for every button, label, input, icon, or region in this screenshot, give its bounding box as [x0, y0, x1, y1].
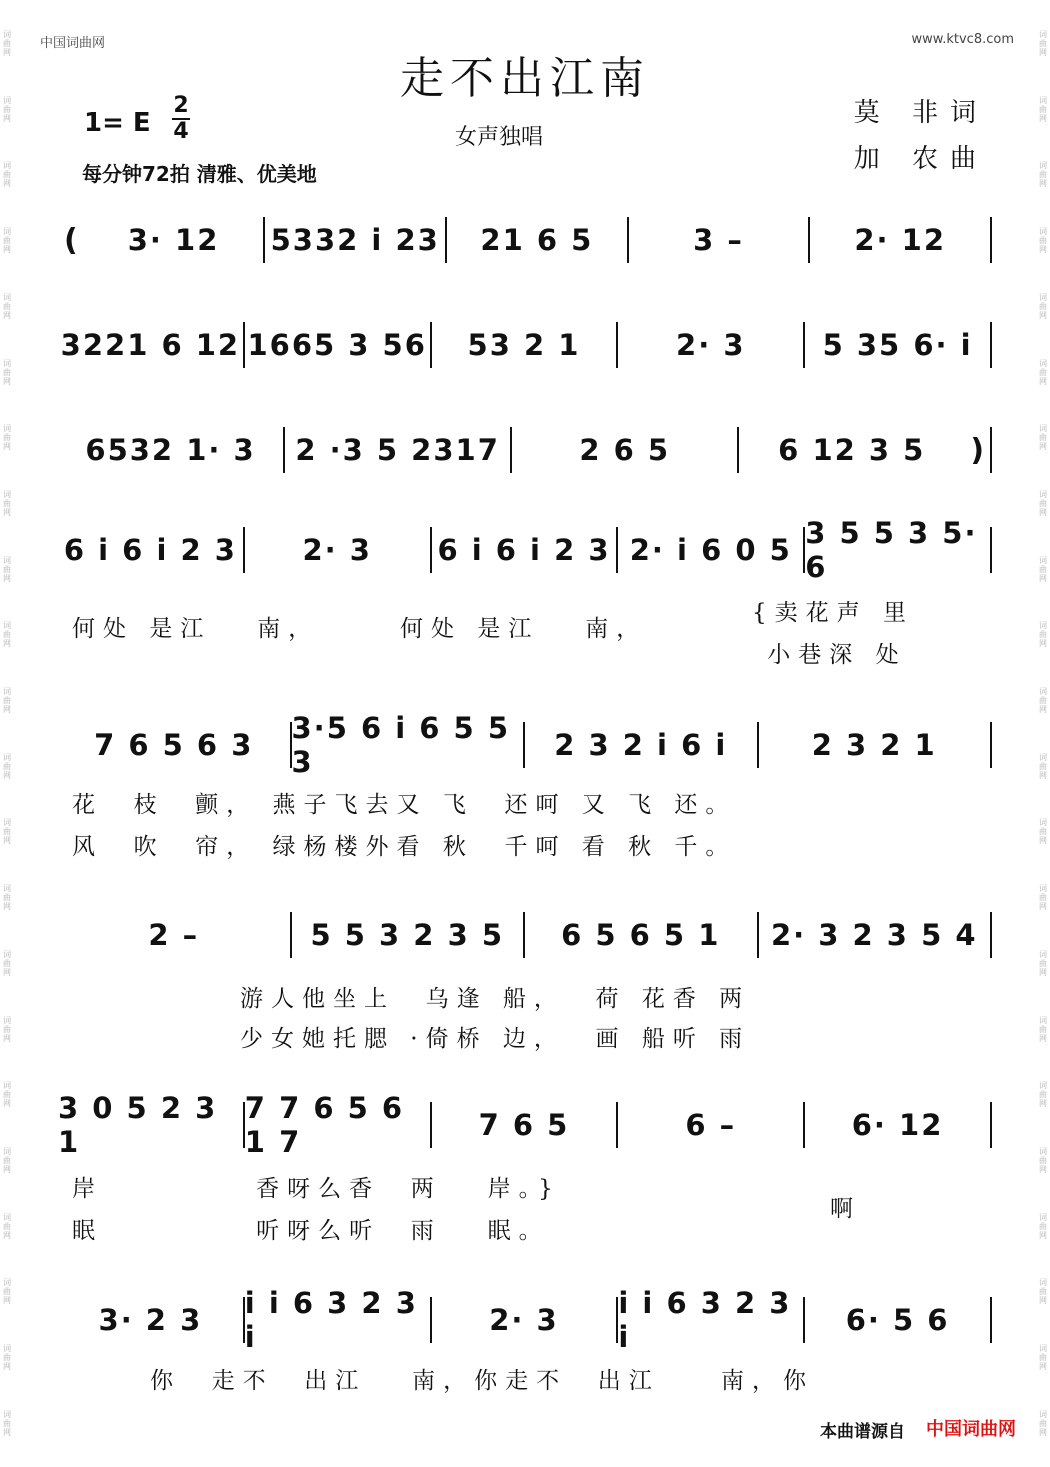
lyric-line: 风 吹 帘， 绿杨楼外看 秋 千呵 看 秋 千。 — [72, 834, 737, 860]
watermark-text: 词曲网 — [1039, 1081, 1047, 1109]
watermark-text: 词曲网 — [3, 1146, 11, 1174]
time-signature — [172, 94, 190, 144]
composer-credit: 加 农曲 — [853, 144, 988, 174]
watermark-text: 词曲网 — [1039, 1278, 1047, 1306]
measure: i i 6 3 2 3 i — [618, 1286, 792, 1354]
measure: 6 – — [685, 1108, 737, 1142]
watermark-text: 词曲网 — [3, 818, 11, 846]
measure: 2· 12 — [854, 223, 946, 257]
watermark-text: 词曲网 — [3, 424, 11, 452]
watermark-text: 词曲网 — [1039, 358, 1047, 386]
staff-line — [58, 1286, 992, 1354]
source-site-link[interactable]: 中国词曲网 — [926, 1419, 1016, 1440]
voice-type: 女声独唱 — [455, 125, 544, 150]
measure: 2· 3 — [489, 1303, 559, 1337]
barline — [990, 912, 992, 958]
left-border-watermark — [0, 0, 14, 1467]
watermark-text: 词曲网 — [3, 752, 11, 780]
barline — [990, 722, 992, 768]
measure: 6· 12 — [851, 1108, 944, 1142]
measure: 6· 5 6 — [845, 1303, 950, 1337]
right-border-watermark — [1036, 0, 1050, 1467]
measure: 2 ·3 5 2317 — [295, 433, 500, 467]
barline — [990, 527, 992, 573]
lyric-line: 眠 听呀么听 雨 眠。 — [72, 1218, 550, 1244]
lyric-line: 小巷深 处 — [752, 642, 907, 668]
measure: 2 – — [148, 918, 200, 952]
staff-line — [58, 711, 992, 779]
barline — [990, 322, 992, 368]
watermark-text: 词曲网 — [3, 884, 11, 912]
watermark-text: 词曲网 — [3, 555, 11, 583]
watermark-text: 词曲网 — [3, 161, 11, 189]
watermark-text: 词曲网 — [1039, 1212, 1047, 1240]
watermark-text: 词曲网 — [3, 95, 11, 123]
measure: 3· 12 — [127, 223, 220, 257]
measure: 2· 3 — [302, 533, 372, 567]
staff-line — [58, 910, 992, 960]
watermark-text: 词曲网 — [1039, 1015, 1047, 1043]
barline — [990, 217, 992, 263]
song-title: 走不出江南 — [400, 53, 650, 104]
watermark-text: 词曲网 — [3, 292, 11, 320]
measure: 6532 1· 3 — [85, 433, 256, 467]
measure: 7 6 5 — [478, 1108, 570, 1142]
barline — [990, 1102, 992, 1148]
watermark-text: 词曲网 — [1039, 818, 1047, 846]
time-signature-top: 2 — [173, 93, 189, 118]
site-name-left: 中国词曲网 — [40, 36, 106, 51]
watermark-text: 词曲网 — [1039, 424, 1047, 452]
measure: 2· 3 2 3 5 4 — [770, 918, 978, 952]
staff-line — [58, 320, 992, 370]
measure: 6 12 3 5 — [778, 433, 926, 467]
lyric-line: 岸 香呀么香 两 岸。} — [72, 1176, 561, 1202]
measure: 53 2 1 — [467, 328, 581, 362]
source-label: 本曲谱源自 — [820, 1422, 905, 1442]
watermark-text: 词曲网 — [3, 1409, 11, 1437]
watermark-text: 词曲网 — [1039, 1146, 1047, 1174]
key-signature: 1= E — [84, 108, 151, 138]
barline — [990, 1297, 992, 1343]
lyric-line: 少女她托腮 ·倚桥 边， 画 船听 雨 — [240, 1026, 751, 1052]
measure: 3· 2 3 — [98, 1303, 203, 1337]
watermark-text: 词曲网 — [1039, 884, 1047, 912]
time-signature-bottom: 4 — [173, 119, 189, 144]
watermark-text: 词曲网 — [1039, 161, 1047, 189]
watermark-text: 词曲网 — [1039, 752, 1047, 780]
lyric-line: 啊 — [830, 1196, 861, 1222]
watermark-text: 词曲网 — [3, 30, 11, 57]
watermark-text: 词曲网 — [1039, 227, 1047, 255]
watermark-text: 词曲网 — [1039, 1409, 1047, 1437]
measure: 21 6 5 — [480, 223, 594, 257]
lyric-line: 花 枝 颤， 燕子飞去又 飞 还呵 又 飞 还。 — [72, 792, 737, 818]
staff-line — [58, 1091, 992, 1159]
measure: 2· i 6 0 5 — [629, 533, 792, 567]
watermark-text: 词曲网 — [3, 1015, 11, 1043]
lyric-line: 你 走不 出江 南，你走不 出江 南，你 — [150, 1368, 815, 1394]
watermark-text: 词曲网 — [1039, 555, 1047, 583]
watermark-text: 词曲网 — [1039, 1344, 1047, 1372]
lyric-line: 何处 是江 南， — [400, 616, 648, 642]
watermark-text: 词曲网 — [1039, 949, 1047, 977]
lyric-line: {卖花声 里 — [752, 600, 914, 626]
watermark-text: 词曲网 — [3, 687, 11, 715]
watermark-text: 词曲网 — [1039, 621, 1047, 649]
measure: 2 3 2 1 — [811, 728, 937, 762]
watermark-text: 词曲网 — [3, 949, 11, 977]
measure: 3·5 6 i 6 5 5 3 — [291, 711, 511, 779]
watermark-text: 词曲网 — [3, 489, 11, 517]
measure: 3 – — [693, 223, 744, 257]
measure: 2· 3 — [676, 328, 746, 362]
repeat-paren-open: ( — [64, 222, 78, 258]
watermark-text: 词曲网 — [1039, 95, 1047, 123]
watermark-text: 词曲网 — [3, 1278, 11, 1306]
measure: i i 6 3 2 3 i — [244, 1286, 418, 1354]
watermark-text: 词曲网 — [1039, 30, 1047, 57]
repeat-paren-close: ) — [970, 432, 985, 468]
measure: 2 6 5 — [579, 433, 671, 467]
barline — [990, 427, 992, 473]
watermark-text: 词曲网 — [3, 1212, 11, 1240]
measure: 6 i 6 i 2 3 — [63, 533, 237, 567]
watermark-text: 词曲网 — [3, 621, 11, 649]
staff-line — [58, 215, 992, 265]
measure: 2 3 2 i 6 i — [554, 728, 728, 762]
watermark-text: 词曲网 — [1039, 292, 1047, 320]
watermark-text: 词曲网 — [3, 1344, 11, 1372]
lyric-line: 游人他坐上 乌逢 船， 荷 花香 两 — [240, 986, 751, 1012]
watermark-text: 词曲网 — [3, 1081, 11, 1109]
tempo-marking: 每分钟72拍 清雅、优美地 — [82, 162, 317, 186]
measure: 7 6 5 6 3 — [94, 728, 254, 762]
measure: 3 5 5 3 5· 6 — [805, 516, 978, 584]
site-url-right: www.ktvc8.com — [911, 32, 1014, 47]
measure: 6 5 6 5 1 — [561, 918, 721, 952]
staff-line — [58, 425, 992, 475]
lyric-line: 何处 是江 南， — [72, 616, 320, 642]
measure: 5332 i 23 — [270, 223, 440, 257]
measure: 5 35 6· i — [822, 328, 973, 362]
measure: 6 i 6 i 2 3 — [437, 533, 611, 567]
watermark-text: 词曲网 — [1039, 489, 1047, 517]
measure: 3 0 5 2 3 1 — [58, 1091, 218, 1159]
lyricist-credit: 莫 非词 — [853, 98, 988, 128]
measure: 3221 6 12 — [60, 328, 241, 362]
measure: 7 7 6 5 6 1 7 — [244, 1091, 405, 1159]
watermark-text: 词曲网 — [1039, 687, 1047, 715]
measure: 1665 3 56 — [247, 328, 427, 362]
measure: 5 5 3 2 3 5 — [310, 918, 505, 952]
watermark-text: 词曲网 — [3, 358, 11, 386]
watermark-text: 词曲网 — [3, 227, 11, 255]
staff-line — [58, 516, 992, 584]
